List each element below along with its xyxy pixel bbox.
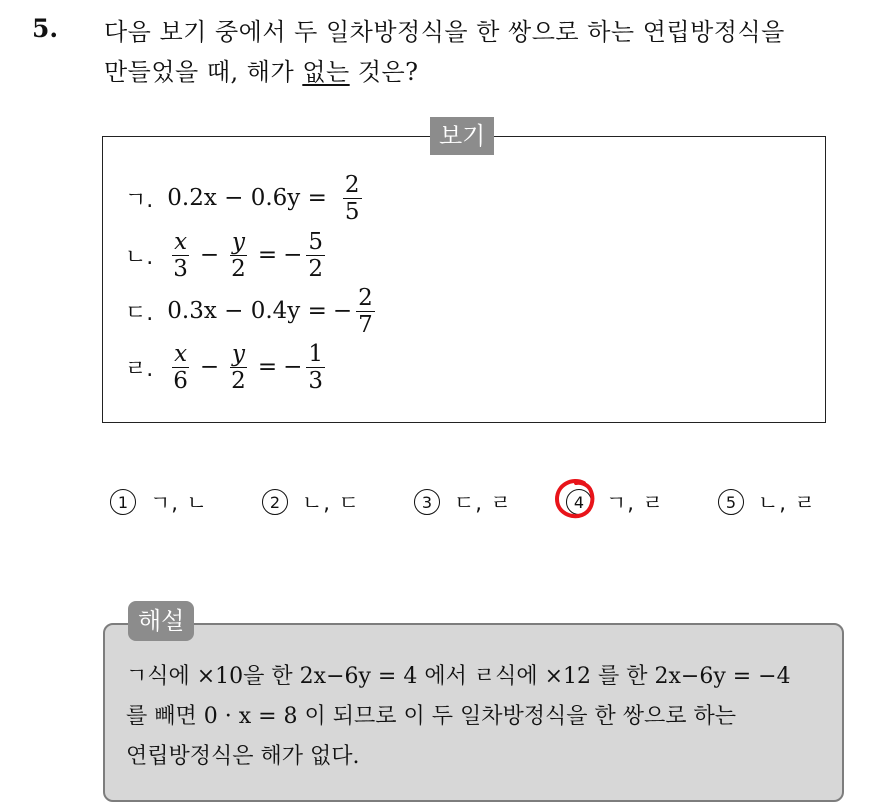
- choice-text: ㄴ, ㄹ: [758, 491, 816, 515]
- choice-2[interactable]: [262, 482, 360, 522]
- bogi-item-label: ㄱ.: [125, 187, 154, 213]
- bogi-item-label: ㄷ.: [125, 300, 154, 326]
- bogi-item-label: ㄹ.: [125, 356, 154, 382]
- choice-text: ㄱ, ㄹ: [606, 491, 664, 515]
- choice-3[interactable]: [414, 482, 512, 522]
- choice-4[interactable]: [566, 482, 664, 522]
- question-number: 5.: [32, 14, 59, 43]
- equals-sign: =: [257, 242, 278, 268]
- fraction-denominator: 7: [358, 311, 373, 338]
- bogi-item-3: [125, 283, 379, 339]
- fraction-denominator: 2: [308, 255, 324, 282]
- fraction-numerator: y: [231, 228, 245, 255]
- question-line-2-post: 것은?: [349, 58, 419, 86]
- question-emphasis-underline: 없는: [302, 58, 350, 86]
- fraction-numerator: 2: [344, 171, 360, 198]
- bogi-item-1: [125, 170, 366, 226]
- minus-sign: −: [199, 354, 220, 380]
- equation-fraction: [343, 172, 362, 225]
- question-text: [104, 12, 874, 92]
- equation-fraction: [306, 341, 325, 394]
- fraction-numerator: y: [231, 340, 245, 367]
- choice-number-circle: 2: [262, 489, 288, 515]
- bogi-item-label: ㄴ.: [125, 244, 154, 270]
- equation-sign: −: [283, 354, 303, 380]
- choice-number-circle: 4: [566, 489, 592, 515]
- y-fraction: [229, 229, 248, 282]
- explanation-tag: 해설: [128, 601, 194, 641]
- bogi-item-4: [125, 339, 329, 395]
- fraction-numerator: 1: [308, 340, 324, 367]
- fraction-denominator: 2: [231, 255, 246, 282]
- equation-lhs: 0.2x − 0.6y =: [167, 185, 327, 211]
- x-fraction: [171, 229, 190, 282]
- fraction-numerator: x: [174, 228, 188, 255]
- fraction-denominator: 3: [308, 367, 324, 394]
- explanation-line-3: 연립방정식은 해가 없다.: [126, 744, 360, 769]
- fraction-numerator: 5: [308, 228, 324, 255]
- equation-sign: −: [332, 298, 353, 324]
- equation-fraction: [306, 229, 325, 282]
- fraction-denominator: 5: [344, 198, 360, 225]
- choice-number-circle: 1: [110, 489, 136, 515]
- explanation-line-2: 를 빼면 0 · x = 8 이 되므로 이 두 일차방정식을 한 쌍으로 하는: [126, 704, 737, 729]
- fraction-denominator: 3: [173, 255, 188, 282]
- bogi-item-2: [125, 227, 329, 283]
- choice-number-circle: 5: [718, 489, 744, 515]
- fraction-denominator: 2: [231, 367, 246, 394]
- equation-sign: −: [283, 242, 303, 268]
- equation-lhs: 0.3x − 0.4y =: [167, 298, 327, 324]
- question-line-1: 다음 보기 중에서 두 일차방정식을 한 쌍으로 하는 연립방정식을: [104, 18, 785, 46]
- bogi-tag: 보기: [430, 117, 494, 155]
- choice-1[interactable]: [110, 482, 208, 522]
- fraction-denominator: 6: [173, 367, 188, 394]
- equals-sign: =: [257, 354, 278, 380]
- fraction-numerator: x: [174, 340, 188, 367]
- equation-fraction: [356, 285, 375, 338]
- choice-5[interactable]: [718, 482, 816, 522]
- fraction-numerator: 2: [358, 284, 373, 311]
- choice-text: ㄱ, ㄴ: [150, 491, 208, 515]
- question-line-2: [104, 52, 874, 92]
- y-fraction: [229, 341, 248, 394]
- choice-number-circle: 3: [414, 489, 440, 515]
- choice-text: ㄷ, ㄹ: [454, 491, 512, 515]
- explanation-line-1: ㄱ식에 ×10을 한 2x−6y = 4 에서 ㄹ식에 ×12 를 한 2x−6y = −4: [126, 664, 791, 689]
- x-fraction: [171, 341, 190, 394]
- minus-sign: −: [199, 242, 220, 268]
- choice-text: ㄴ, ㄷ: [302, 491, 360, 515]
- question-line-2-pre: 만들었을 때, 해가: [104, 58, 303, 86]
